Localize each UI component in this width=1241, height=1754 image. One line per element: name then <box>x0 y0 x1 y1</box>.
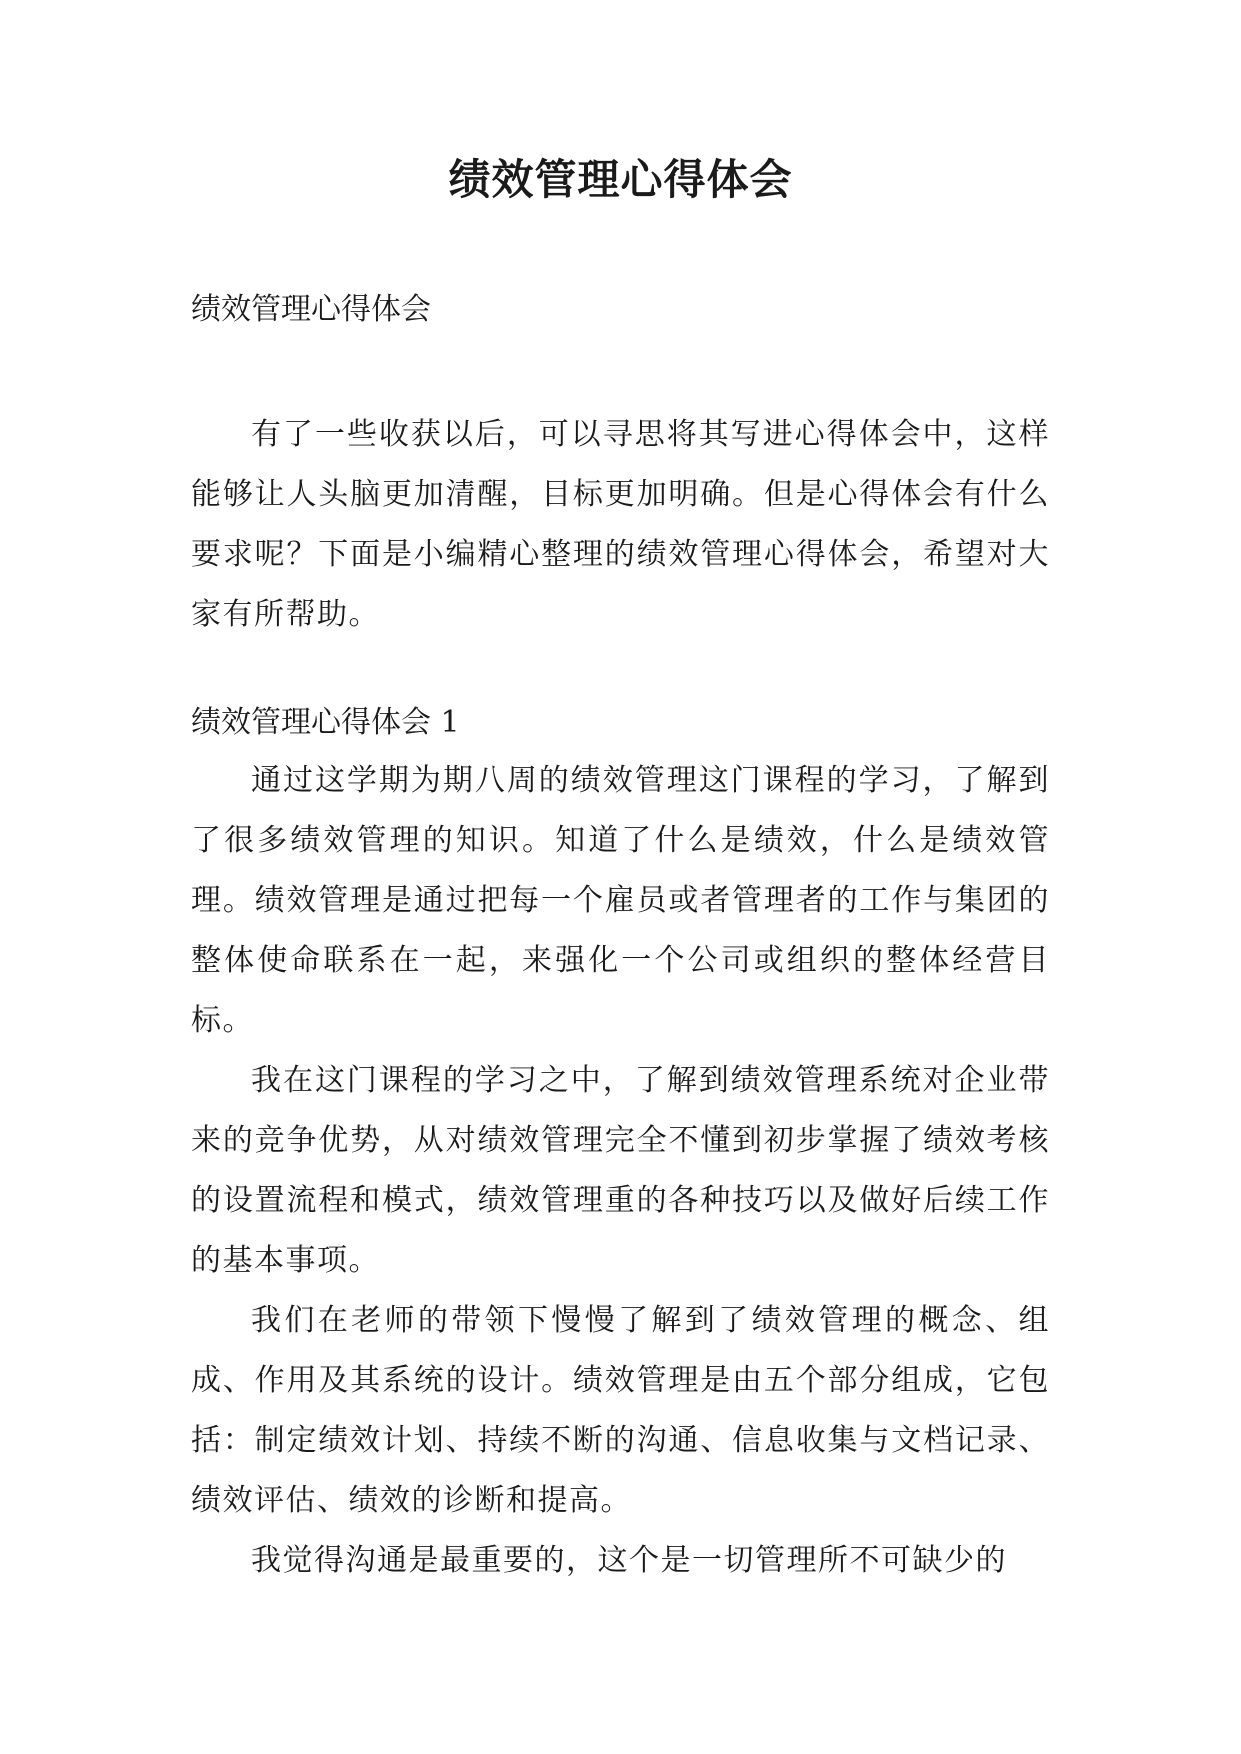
body-paragraph: 通过这学期为期八周的绩效管理这门课程的学习，了解到了很多绩效管理的知识。知道了什么是绩效，什么是绩效管理。绩效管理是通过把每一个雇员或者管理者的工作与集团的整体使命联系在一起，来强化一个公司或组织的整体经营目标。 <box>191 763 1050 1038</box>
section-heading: 绩效管理心得体会 1 <box>191 705 460 740</box>
body-paragraph: 我觉得沟通是最重要的，这个是一切管理所不可缺少的 <box>251 1543 1007 1578</box>
document-subtitle: 绩效管理心得体会 <box>191 292 431 327</box>
intro-paragraph: 有了一些收获以后，可以寻思将其写进心得体会中，这样能够让人头脑更加清醒，目标更加明确。但是心得体会有什么要求呢？下面是小编精心整理的绩效管理心得体会，希望对大家有所帮助。 <box>191 417 1050 632</box>
document-title: 绩效管理心得体会 <box>448 155 793 204</box>
body-paragraph: 我们在老师的带领下慢慢了解到了绩效管理的概念、组成、作用及其系统的设计。绩效管理是由五个部分组成，它包括：制定绩效计划、持续不断的沟通、信息收集与文档记录、绩效评估、绩效的诊断和提高。 <box>191 1303 1050 1518</box>
section-1 <box>191 695 1050 1591</box>
body-paragraph: 我在这门课程的学习之中，了解到绩效管理系统对企业带来的竞争优势，从对绩效管理完全不懂到初步掌握了绩效考核的设置流程和模式，绩效管理重的各种技巧以及做好后续工作的基本事项。 <box>191 1063 1050 1278</box>
